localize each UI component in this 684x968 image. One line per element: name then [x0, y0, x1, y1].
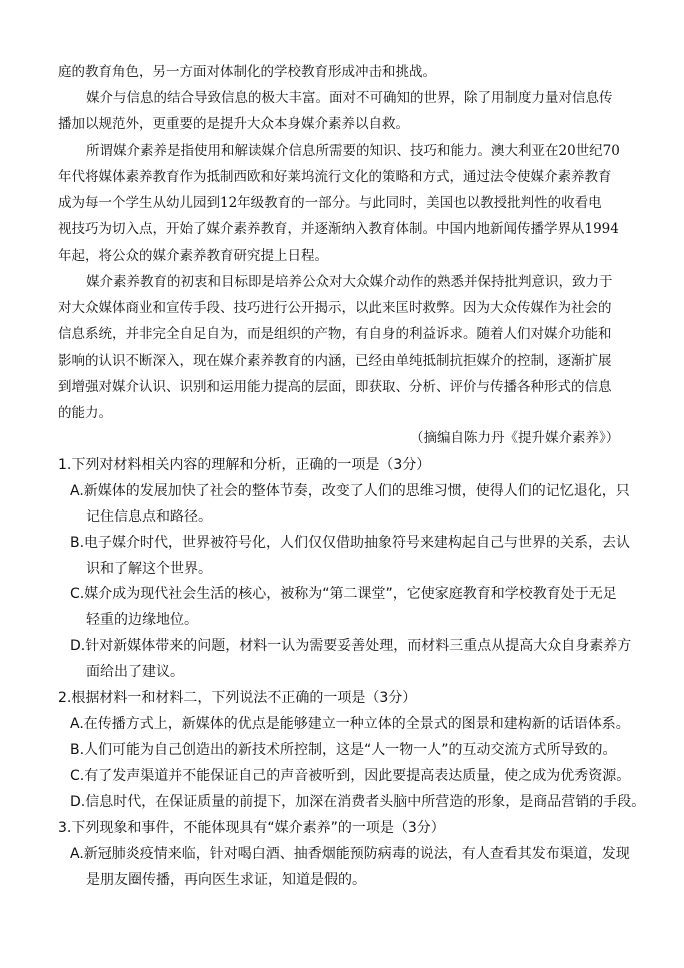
article-line: 视技巧为切入点，开始了媒介素养教育，并逐渐纳入教育体制。中国内地新闻传播学界从1994: [58, 221, 619, 237]
article-line: 所谓媒介素养是指使用和解读媒介信息所需要的知识、技巧和能力。澳大利亚在20世纪70: [86, 143, 620, 159]
article-line: 年代将媒体素养教育作为抵制西欧和好莱坞流行文化的策略和方式，通过法令使媒介素养教育: [58, 169, 612, 185]
option-line: 面给出了建议。: [86, 664, 184, 680]
option-line: A.新媒体的发展加快了社会的整体节奏，改变了人们的思维习惯，使得人们的记忆退化，只: [70, 483, 630, 499]
question-stem: 2.根据材料一和材料二，下列说法不正确的一项是（3分）: [58, 690, 417, 706]
article-line: 播加以规范外，更重要的是提升大众本身媒介素养以自救。: [58, 116, 409, 132]
option-line: C.媒介成为现代社会生活的核心，被称为“第二课堂”，它使家庭教育和学校教育处于无足: [70, 586, 617, 602]
source-citation: （摘编自陈力丹《提升媒介素养》）: [410, 430, 620, 446]
option-line: D.针对新媒体带来的问题，材料一认为需要妥善处理，而材料三重点从提高大众自身素养方: [70, 638, 632, 654]
option-line: 轻重的边缘地位。: [86, 612, 198, 628]
option-line: 记住信息点和路径。: [86, 509, 212, 525]
article-line: 媒介素养教育的初衷和目标即是培养公众对大众媒介动作的熟悉并保持批判意识，致力于: [86, 274, 613, 290]
article-line: 媒介与信息的结合导致信息的极大丰富。面对不可确知的世界，除了用制度力量对信息传: [86, 90, 613, 106]
option-line: A.在传播方式上，新媒体的优点是能够建立一种立体的全景式的图景和建构新的话语体系。: [70, 716, 630, 732]
option-line: B.电子媒介时代，世界被符号化，人们仅仅借助抽象符号来建构起自己与世界的关系，去认: [70, 535, 631, 551]
article-line: 到增强对媒介认识、识别和运用能力提高的层面，即获取、分析、评价与传播各种形式的信息: [58, 379, 612, 395]
article-line: 庭的教育角色，另一方面对体制化的学校教育形成冲击和挑战。: [58, 64, 436, 80]
question-stem: 3.下列现象和事件，不能体现具有“媒介素养”的一项是（3分）: [58, 820, 445, 836]
option-line: C.有了发声渠道并不能保证自己的声音被听到，因此要提高表达质量，使之成为优秀资源。: [70, 768, 631, 784]
article-line: 信息系统，并非完全自足自为，而是组织的产物，有自身的利益诉求。随着人们对媒介功能和: [58, 326, 612, 342]
option-line: A.新冠肺炎疫情来临，针对喝白酒、抽香烟能预防病毒的说法，有人查看其发布渠道，发现: [70, 846, 630, 862]
article-line: 的能力。: [58, 405, 112, 421]
question-stem: 1.下列对材料相关内容的理解和分析，正确的一项是（3分）: [58, 457, 431, 473]
option-line: 识和了解这个世界。: [86, 561, 212, 577]
option-line: 是朋友圈传播，再向医生求证，知道是假的。: [86, 872, 366, 888]
article-line: 年起，将公众的媒介素养教育研究提上日程。: [58, 248, 328, 264]
article-line: 影响的认识不断深入，现在媒介素养教育的内涵，已经由单纯抵制抗拒媒介的控制，逐渐扩展: [58, 353, 612, 369]
option-line: B.人们可能为自己创造出的新技术所控制，这是“人一物一人”的互动交流方式所导致的。: [70, 742, 617, 758]
option-line: D.信息时代，在保证质量的前提下，加深在消费者头脑中所营造的形象，是商品营销的手段。: [70, 794, 646, 810]
article-line: 对大众媒体商业和宣传手段、技巧进行公开揭示，以此来匡时救弊。因为大众传媒作为社会的: [58, 300, 612, 316]
article-line: 成为每一个学生从幼儿园到12年级教育的一部分。与此同时，美国也以教授批判性的收看电: [58, 195, 602, 211]
